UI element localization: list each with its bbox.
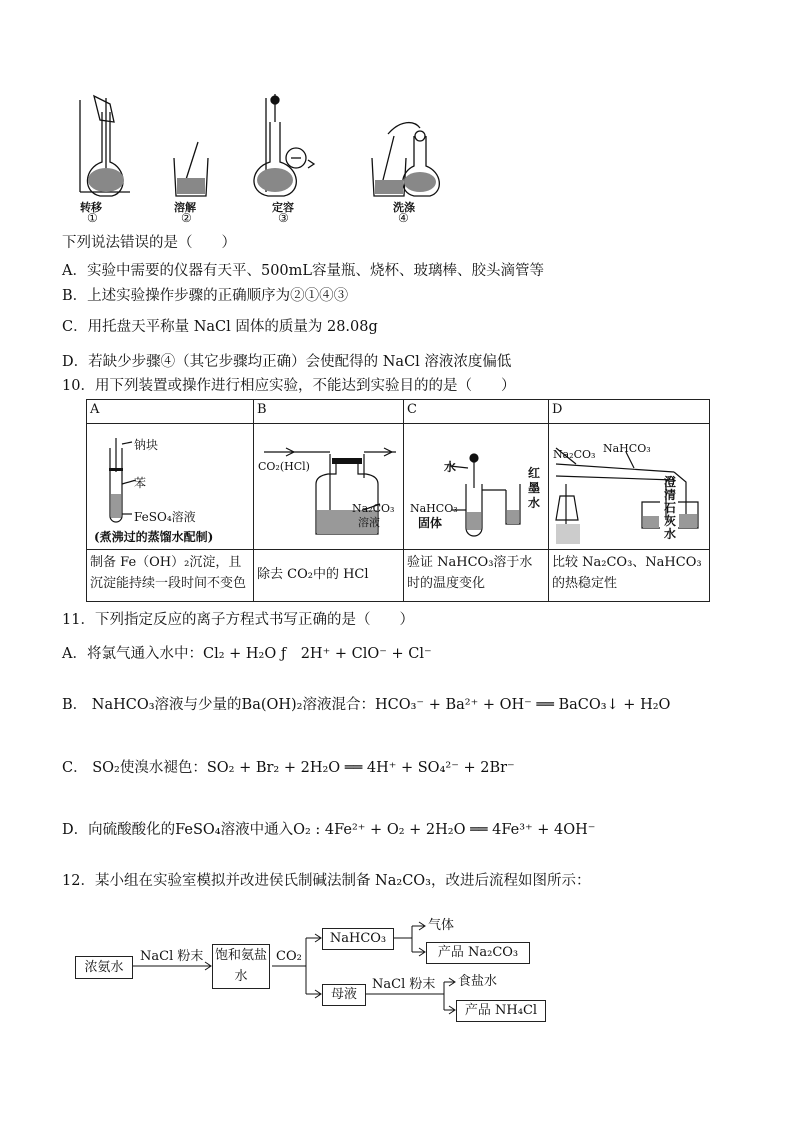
q10-header-b: B <box>254 400 404 424</box>
flow-co2: CO₂ <box>276 949 302 964</box>
q10-stem: 10．用下列装置或操作进行相应实验，不能达到实验目的的是（ ） <box>62 378 516 394</box>
q11-option-c: C． SO₂使溴水褪色：SO₂ + Br₂ + 2H₂O ══ 4H⁺ + SO₄²⁻ + 2Br⁻ <box>62 760 515 776</box>
a-label-benzene: 苯 <box>134 476 147 490</box>
b-label-gas: CO₂(HCl) <box>258 460 310 473</box>
q9-option-d: D．若缺少步骤④（其它步骤均正确）会使配得的 NaCl 溶液浓度偏低 <box>62 354 512 370</box>
step-label-1: 转移 <box>80 201 102 214</box>
q9-option-c: C．用托盘天平称量 NaCl 固体的质量为 28.08g <box>62 319 378 335</box>
q9-option-a: A．实验中需要的仪器有天平、500mL容量瓶、烧杯、玻璃棒、胶头滴管等 <box>62 263 545 279</box>
q9-option-b: B．上述实验操作步骤的正确顺序为②①④③ <box>62 288 349 304</box>
step-num-3: ③ <box>278 211 289 225</box>
q11-option-b: B． NaHCO₃溶液与少量的Ba(OH)₂溶液混合：HCO₃⁻ + Ba²⁺ + OH⁻ ══ BaCO₃↓ + H₂O <box>62 697 671 713</box>
step-label-2: 溶解 <box>174 201 196 214</box>
q9-stem: 下列说法错误的是（ ） <box>62 235 236 251</box>
d-label-na2co3: Na₂CO₃ <box>553 448 596 461</box>
q10-header-d: D <box>549 400 710 424</box>
a-label-sodium: 钠块 <box>134 438 159 452</box>
q11-stem: 11．下列指定反应的离子方程式书写正确的是（ ） <box>62 612 414 628</box>
q10-purpose-c: 验证 NaHCO₃溶于水时的温度变化 <box>404 550 549 602</box>
flow-nahco3: NaHCO₃ <box>322 928 394 950</box>
flow-saturated-ammonia-brine: 饱和氨盐水 <box>212 944 270 989</box>
step-num-1: ① <box>87 211 98 225</box>
q11-option-a: A．将氯气通入水中：Cl₂ + H₂O ƒ 2H⁺ + ClO⁻ + Cl⁻ <box>62 646 432 662</box>
flow-gas: 气体 <box>428 918 455 933</box>
q10-header-c: C <box>404 400 549 424</box>
flow-conc-ammonia: 浓氨水 <box>75 956 133 979</box>
c-label-nahco3: NaHCO₃ <box>410 502 458 515</box>
flow-nacl-2: NaCl 粉末 <box>372 977 436 992</box>
a-label-feso4: FeSO₄溶液 <box>134 510 196 524</box>
b-label-solution: 溶液 <box>358 516 380 529</box>
c-label-water: 水 <box>444 460 457 474</box>
flow-mother-liquor: 母液 <box>322 984 366 1006</box>
c-label-solid: 固体 <box>418 516 443 530</box>
c-label-red-ink: 红墨水 <box>528 466 541 510</box>
q10-purpose-b: 除去 CO₂中的 HCl <box>254 550 404 602</box>
step-num-4: ④ <box>398 211 409 225</box>
flow-nacl-1: NaCl 粉末 <box>140 949 204 964</box>
q12-stem: 12．某小组在实验室模拟并改进侯氏制碱法制备 Na₂CO₃，改进后流程如图所示： <box>62 873 591 889</box>
q11-option-d: D．向硫酸酸化的FeSO₄溶液中通入O₂ : 4Fe²⁺ + O₂ + 2H₂O ══ 4Fe³⁺ + 4OH⁻ <box>62 822 596 838</box>
flow-product-nh4cl: 产品 NH₄Cl <box>456 1000 546 1022</box>
q10-purpose-a: 制备 Fe（OH）₂沉淀，且沉淀能持续一段时间不变色 <box>87 550 254 602</box>
a-label-water: (煮沸过的蒸馏水配制) <box>94 530 214 544</box>
flow-product-na2co3: 产品 Na₂CO₃ <box>426 942 530 964</box>
step-num-2: ② <box>181 211 192 225</box>
b-label-na2co3: Na₂CO₃ <box>352 502 395 515</box>
flow-brine: 食盐水 <box>458 974 498 989</box>
d-label-nahco3: NaHCO₃ <box>603 442 651 455</box>
d-label-limewater: 澄清石灰水 <box>664 475 677 541</box>
step-label-4: 洗涤 <box>393 201 415 214</box>
step-label-3: 定容 <box>272 201 294 214</box>
q10-purpose-d: 比较 Na₂CO₃、NaHCO₃的热稳定性 <box>549 550 710 602</box>
q10-header-a: A <box>87 400 254 424</box>
